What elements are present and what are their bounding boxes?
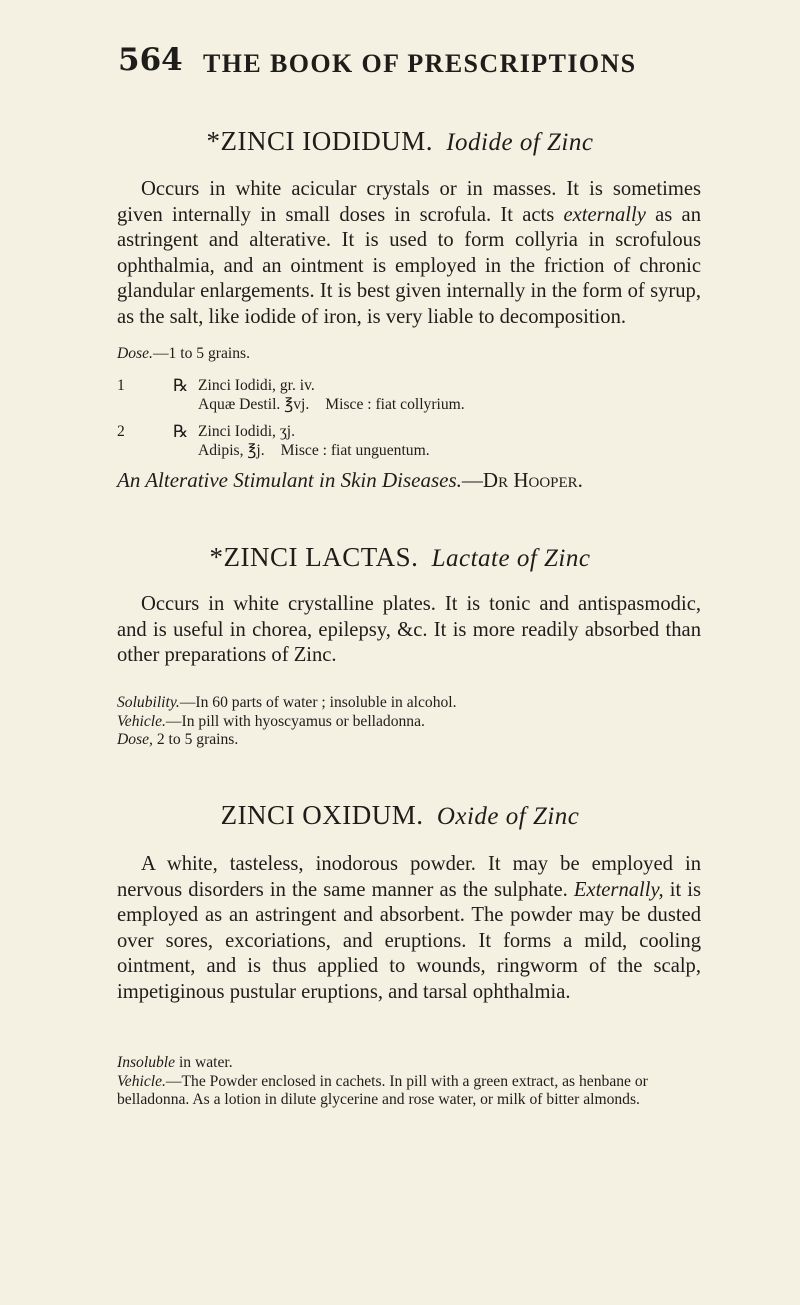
- note-label: Vehicle.: [117, 1072, 166, 1090]
- page-number: 564: [118, 42, 183, 78]
- note-label: Vehicle.: [117, 712, 166, 730]
- prescription-number: 2: [117, 423, 125, 440]
- note-label: Dose,: [117, 731, 153, 748]
- section-title-english: Oxide of Zinc: [436, 803, 580, 830]
- prescription-line: [198, 396, 465, 415]
- notes-zinci-oxidum: [117, 1054, 707, 1110]
- note-insoluble: [117, 1054, 707, 1073]
- note-solubility: [117, 694, 707, 713]
- note-label: Insoluble: [117, 1054, 176, 1071]
- body-text-emphasis: Externally,: [573, 878, 664, 901]
- body-text-emphasis: externally: [563, 203, 646, 226]
- note-text: —The Powder enclosed in cachets. In pill with a green extract, as henbane or belladonna. As a lotion in dilute glycerine and rose water, or milk of bitter almonds.: [117, 1072, 648, 1108]
- section-title-latin: *ZINCI IODIDUM.: [206, 126, 433, 156]
- body-text-part: as an astringent and alterative. It is used to form collyria in scrofulous ophthalmia, and an ointment is employed in the friction of chronic glandular enlargements. It is best given internally in the form of syrup, as the salt, like iodide of iron, is very liable to decomposition.: [117, 203, 701, 328]
- recipe-symbol: ℞: [173, 422, 189, 441]
- section-title-latin: ZINCI OXIDUM.: [220, 800, 424, 830]
- prescription-instruction: Misce : fiat collyrium.: [325, 396, 465, 413]
- prescription-line: Zinci Iodidi, gr. iv.: [198, 377, 315, 394]
- section-body-zinci-oxidum: [117, 852, 701, 1006]
- prescription-line: Zinci Iodidi, ʒj.: [198, 423, 296, 440]
- prescription-number: 1: [117, 377, 125, 394]
- prescription-line: [198, 442, 430, 461]
- note-dose: [117, 731, 707, 750]
- body-text-part: A white, tasteless, inodorous powder. It may be employed in nervous disorders in the same manner as the sulphate.: [117, 853, 701, 901]
- section-body-zinci-lactas: Occurs in white crystalline plates. It is tonic and antispasmodic, and is useful in chorea, epilepsy, &c. It is more readily absorbed than other preparations of Zinc.: [117, 593, 701, 667]
- section-title-zinci-iodidum: [0, 126, 800, 157]
- note-text: —1 to 5 grains.: [152, 345, 250, 362]
- note-label: Solubility.: [117, 694, 180, 711]
- section-title-zinci-oxidum: [0, 800, 800, 831]
- notes-zinci-lactas: [117, 694, 707, 750]
- section-body-zinci-iodidum: [117, 177, 701, 331]
- prescription-vehicle: Adipis, ℥j.: [198, 442, 265, 459]
- section-title-english: Iodide of Zinc: [446, 129, 594, 156]
- note-vehicle: [117, 1073, 707, 1110]
- book-title: THE BOOK OF PRESCRIPTIONS: [203, 49, 637, 78]
- note-label: Dose.: [117, 345, 153, 362]
- section-title-latin: *ZINCI LACTAS.: [209, 542, 419, 572]
- running-head: [0, 42, 800, 82]
- attribution-title: An Alterative Stimulant in Skin Diseases.: [117, 468, 462, 492]
- note-text: —In 60 parts of water ; insoluble in alcohol.: [179, 694, 457, 711]
- prescription-vehicle: Aquæ Destil. ℥vj.: [198, 396, 310, 413]
- section-title-english: Lactate of Zinc: [431, 545, 591, 572]
- dose-note: [117, 345, 707, 364]
- note-text: 2 to 5 grains.: [152, 731, 239, 748]
- attribution-author: —Dr Hooper.: [461, 468, 583, 492]
- body-text-part: it is employed as an astringent and absorbent. The powder may be dusted over sores, excoriations, and eruptions. It forms a mild, cooling ointment, and is thus applied to wounds, ringworm of the scalp, impetiginous pustular eruptions, and tarsal ophthalmia.: [117, 878, 701, 1003]
- attribution: [117, 468, 717, 493]
- prescription-instruction: Misce : fiat unguentum.: [280, 442, 430, 459]
- recipe-symbol: ℞: [173, 376, 189, 395]
- note-text: in water.: [175, 1054, 233, 1071]
- note-text: —In pill with hyoscyamus or belladonna.: [165, 712, 425, 730]
- section-title-zinci-lactas: [0, 542, 800, 573]
- body-text-part: Occurs in white acicular crystals or in masses. It is sometimes given internally in small doses in scrofula. It acts: [117, 178, 701, 226]
- note-vehicle: [117, 713, 707, 732]
